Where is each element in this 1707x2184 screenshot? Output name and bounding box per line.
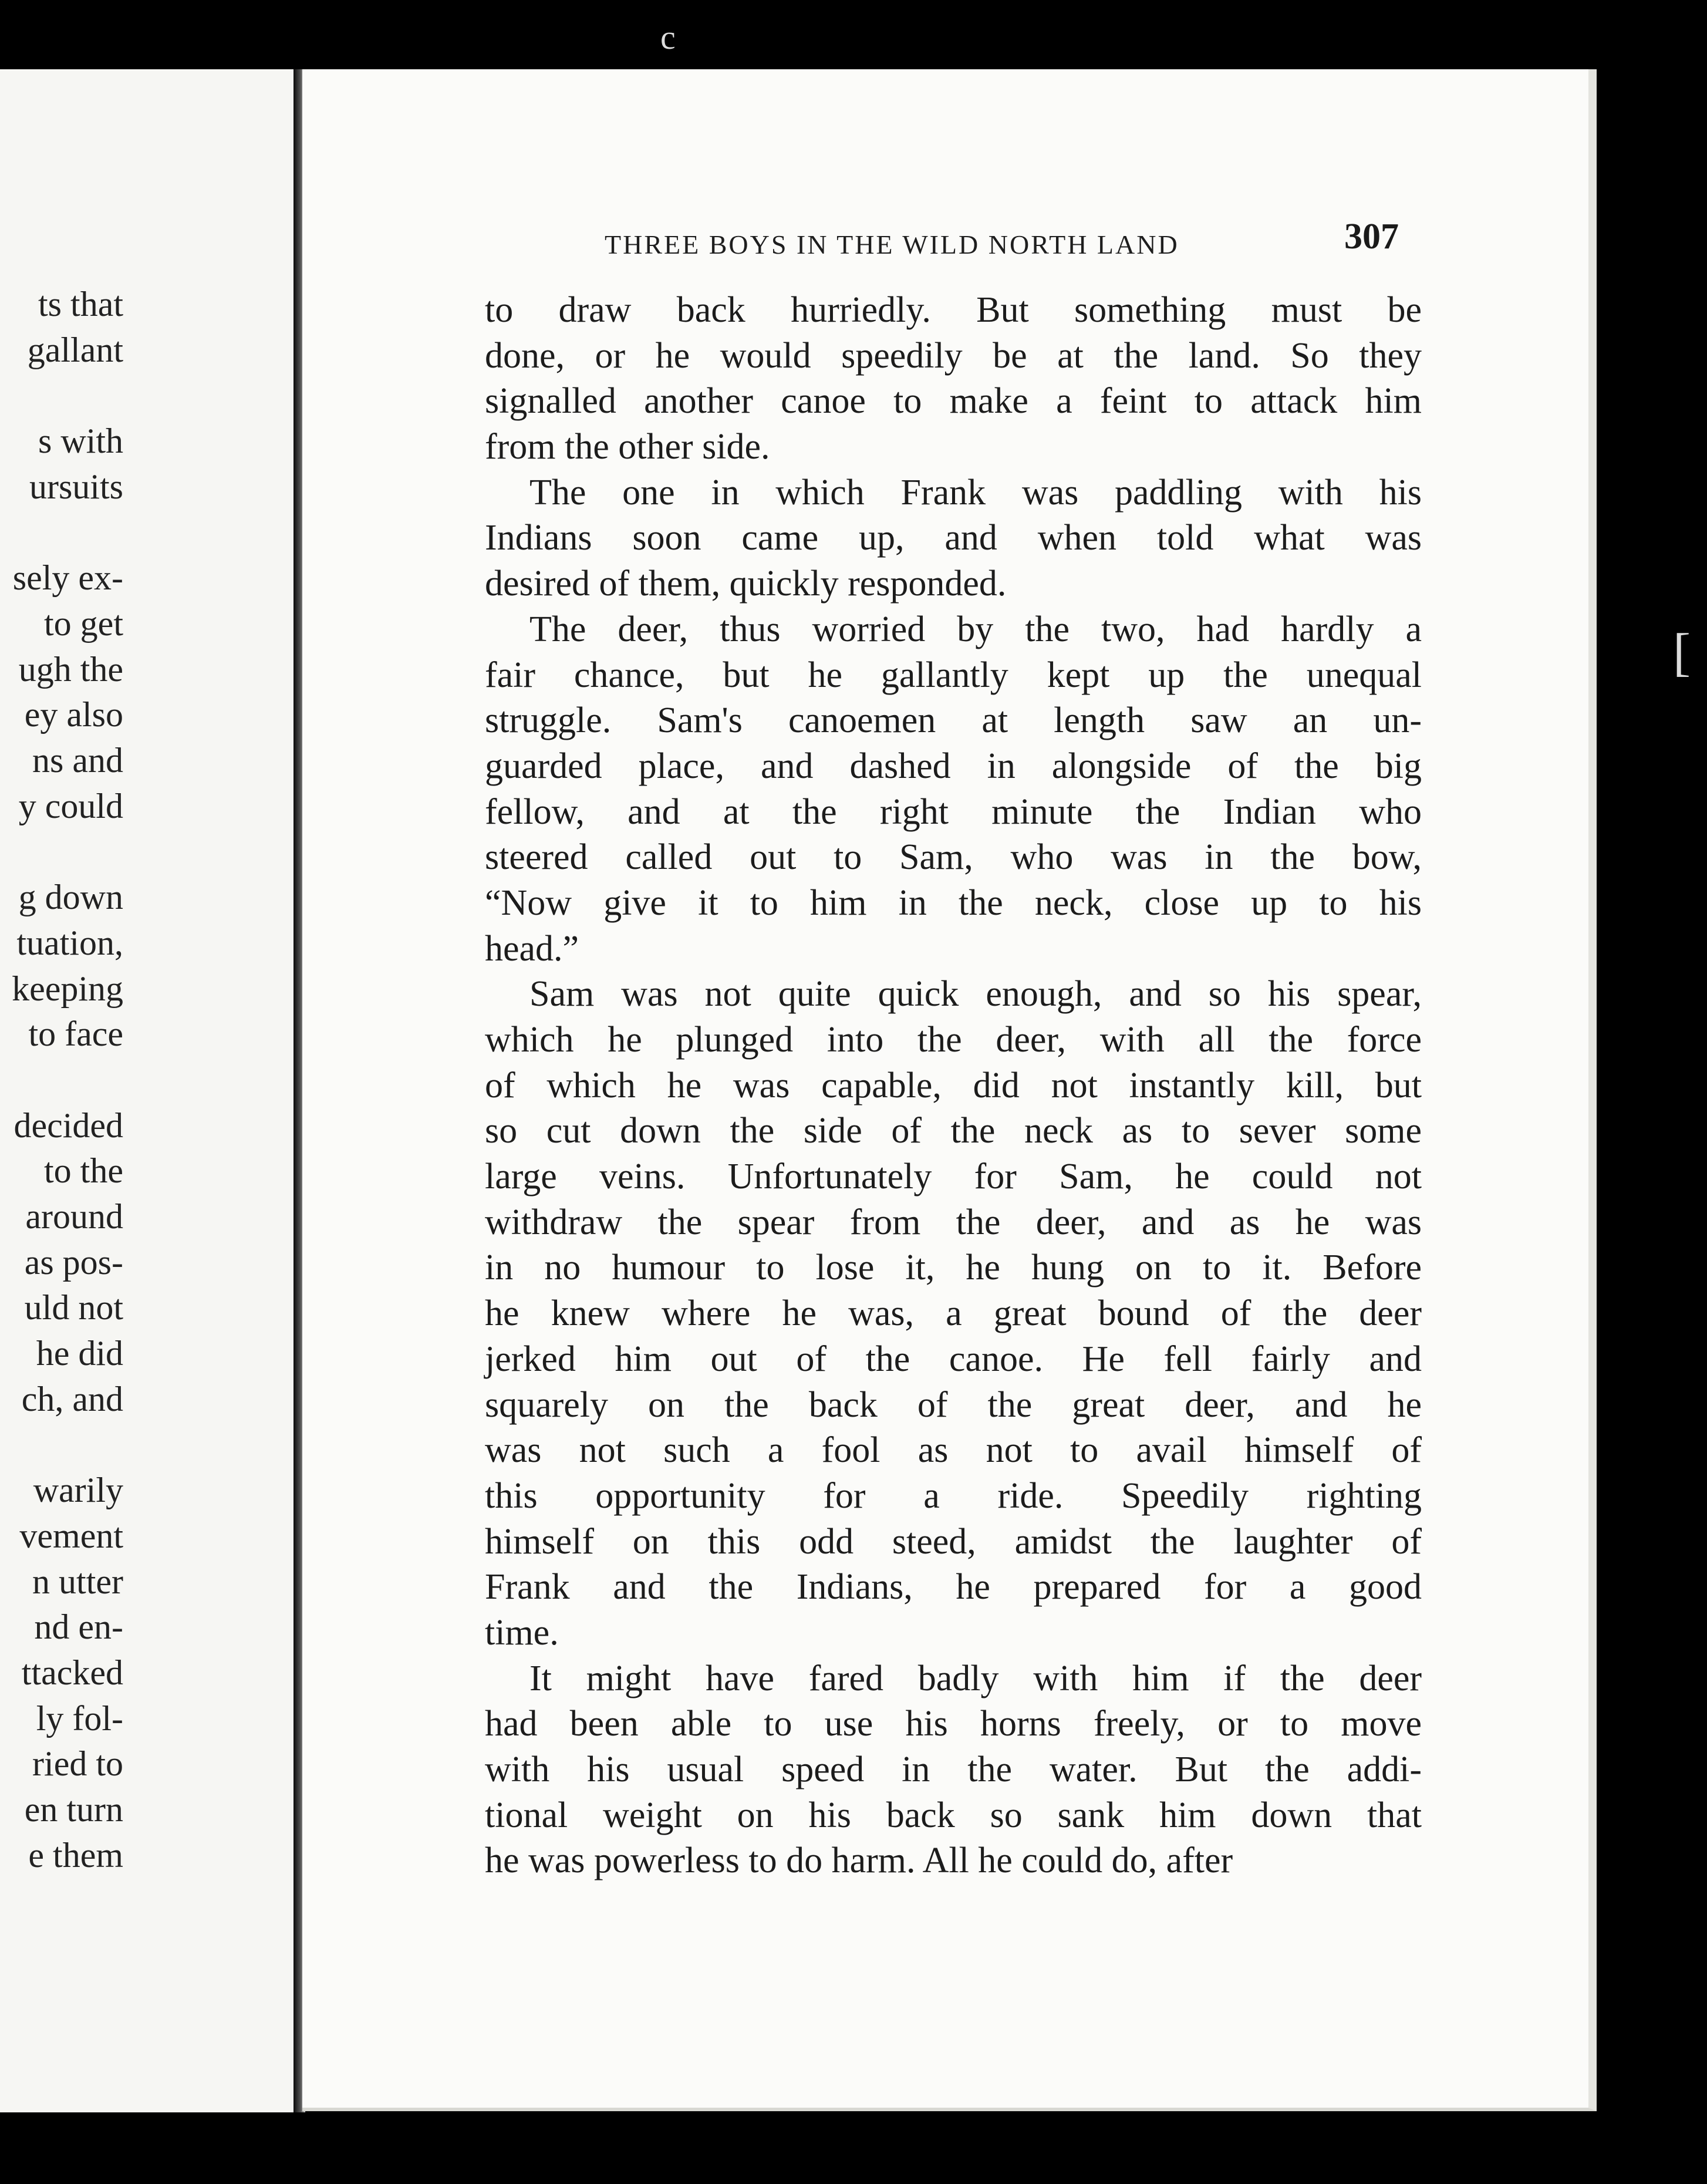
scan-bracket-mark: [	[1673, 623, 1691, 682]
text-line: had been able to use his horns freely, or to move	[485, 1704, 1422, 1744]
text-line: Frank and the Indians, he prepared for a good	[485, 1567, 1422, 1607]
text-line: himself on this odd steed, amidst the laughter of	[485, 1521, 1422, 1562]
left-page-line: y could	[18, 786, 123, 825]
left-page-line: e them	[28, 1835, 123, 1875]
left-page-line: around	[25, 1197, 123, 1236]
text-line: The deer, thus worried by the two, had hardly a	[529, 609, 1422, 649]
left-page-line: en turn	[24, 1790, 123, 1829]
left-page-line: ried to	[32, 1744, 123, 1784]
text-line: steered called out to Sam, who was in the bow,	[485, 837, 1422, 878]
paragraph	[485, 1656, 1422, 1884]
paragraph	[485, 607, 1422, 972]
page-number: 307	[1344, 217, 1399, 257]
text-line: struggle. Sam's canoemen at length saw an un-	[485, 700, 1422, 741]
text-line: fellow, and at the right minute the Indian who	[485, 791, 1422, 832]
left-page-line: uld not	[24, 1288, 123, 1327]
left-page-line: ey also	[24, 695, 123, 734]
text-line: which he plunged into the deer, with all the force	[485, 1020, 1422, 1060]
left-page-line: gallant	[27, 330, 123, 369]
text-line: with his usual speed in the water. But the addi-	[485, 1750, 1422, 1789]
text-line: done, or he would speedily be at the land. So they	[485, 335, 1422, 376]
text-line: was not such a fool as not to avail himself of	[485, 1430, 1422, 1471]
text-line: fair chance, but he gallantly kept up the unequal	[485, 655, 1422, 695]
text-line: from the other side.	[485, 427, 770, 467]
text-line: large veins. Unfortunately for Sam, he could not	[485, 1157, 1422, 1197]
left-page-line: nd en-	[34, 1607, 123, 1647]
page-body	[485, 288, 1422, 1884]
left-page-line: g down	[18, 878, 123, 917]
text-line: “Now give it to him in the neck, close up to his	[485, 882, 1422, 923]
left-page-line: vement	[19, 1516, 123, 1555]
text-line: guarded place, and dashed in alongside of the big	[485, 746, 1422, 786]
left-page-line: ts that	[38, 285, 123, 323]
text-line: squarely on the back of the great deer, and he	[485, 1384, 1422, 1425]
scan-mark: c	[660, 18, 676, 56]
text-line: of which he was capable, did not instantly kill, but	[485, 1065, 1422, 1106]
left-page-line: warily	[33, 1471, 123, 1510]
left-page-line: as pos-	[24, 1242, 123, 1282]
left-page-line: ttacked	[21, 1653, 123, 1692]
text-line: time.	[485, 1612, 559, 1653]
text-line: tional weight on his back so sank him down that	[485, 1795, 1422, 1835]
running-title: THREE BOYS IN THE WILD NORTH LAND	[605, 230, 1179, 259]
text-line: he was powerless to do harm. All he could do, after	[485, 1841, 1233, 1881]
text-line: to draw back hurriedly. But something must be	[485, 290, 1422, 330]
text-line: Indians soon came up, and when told what was	[485, 518, 1422, 558]
text-line: so cut down the side of the neck as to sever some	[485, 1111, 1422, 1151]
text-line: desired of them, quickly responded.	[485, 564, 1007, 604]
left-page-line: ns and	[32, 741, 123, 780]
paragraph	[485, 470, 1422, 607]
left-page-line: keeping	[12, 969, 123, 1008]
left-page-line: decided	[14, 1106, 123, 1145]
text-line: signalled another canoe to make a feint to attack him	[485, 381, 1422, 422]
text-line: withdraw the spear from the deer, and as he was	[485, 1202, 1422, 1242]
left-page-line: ly fol-	[36, 1698, 123, 1738]
text-line: It might have fared badly with him if the deer	[529, 1658, 1422, 1698]
left-page-line: sely ex-	[12, 558, 123, 598]
left-page-line: to face	[28, 1015, 123, 1054]
left-page-line: to get	[44, 604, 123, 643]
paragraph	[485, 288, 1422, 470]
left-page-line: to the	[44, 1151, 123, 1191]
left-page-line: ursuits	[29, 467, 123, 506]
left-page-line: he did	[36, 1334, 123, 1373]
left-page-line: ch, and	[21, 1379, 123, 1418]
left-page-fragment	[0, 69, 294, 2112]
text-line: Sam was not quite quick enough, and so his spear,	[529, 974, 1422, 1015]
left-page-line: tuation,	[16, 923, 123, 962]
left-page-line: s with	[38, 422, 123, 461]
left-page-line: ugh the	[18, 649, 123, 689]
text-line: The one in which Frank was paddling with his	[529, 472, 1422, 513]
text-line: head.”	[485, 928, 579, 969]
text-line: he knew where he was, a great bound of the deer	[485, 1293, 1422, 1334]
text-line: jerked him out of the canoe. He fell fairly and	[485, 1339, 1422, 1379]
text-line: this opportunity for a ride. Speedily righting	[485, 1475, 1422, 1516]
text-line: in no humour to lose it, he hung on to it. Before	[485, 1248, 1422, 1288]
left-page-line: n utter	[32, 1562, 123, 1601]
paragraph	[485, 972, 1422, 1656]
